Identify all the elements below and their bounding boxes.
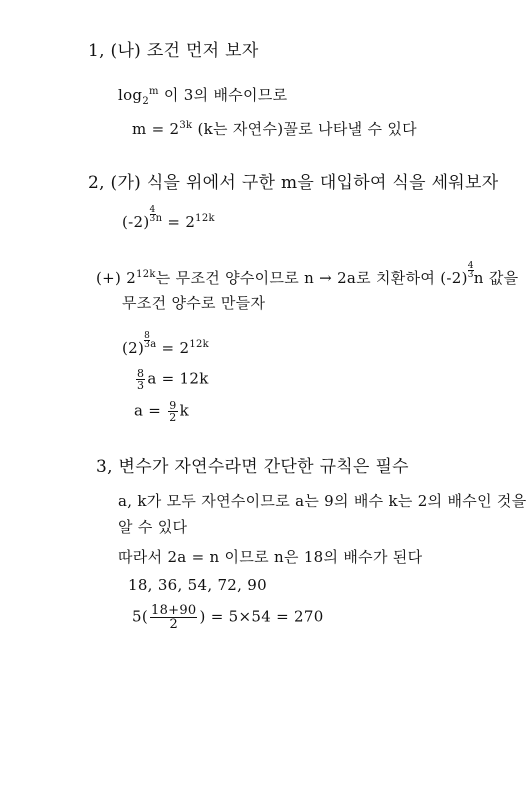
eq4-denominator: 2: [169, 411, 177, 424]
log-text: log: [118, 86, 143, 104]
section-1-m-expression: [132, 118, 417, 139]
eq4-variable: k: [179, 401, 189, 420]
section-2-equation-3: [134, 368, 209, 391]
eq2-base: (2): [122, 339, 145, 358]
eq1-rhs-exponent: 12k: [195, 213, 215, 225]
eq1-exp-denominator: 3: [149, 214, 156, 225]
section-2-heading: 2, (가) 식을 위에서 구한 m을 대입하여 식을 세워보자: [88, 173, 499, 193]
eq1-rhs: = 2: [167, 213, 196, 232]
eq4-fraction: [168, 400, 177, 423]
eq3-denominator: 3: [137, 379, 145, 392]
m-form-note: (k는 자연수)꼴로 나타낼 수 있다: [197, 120, 417, 138]
eq1-exp-numerator: 4: [149, 205, 156, 215]
section-1-heading: 1, (나) 조건 먼저 보자: [88, 41, 259, 61]
note-two: 2: [126, 269, 137, 288]
log-argument: m: [149, 86, 159, 97]
note-substitution-text: 는 무조건 양수이므로 n → 2a로 치환하여 (-2): [155, 269, 468, 288]
eq3-fraction: [136, 368, 145, 391]
eq4-lhs: a =: [134, 401, 162, 420]
section-3-heading: 3, 변수가 자연수라면 간단한 규칙은 필수: [96, 457, 409, 477]
m-equals-two: m = 2: [132, 120, 180, 138]
calc-prefix: 5(: [132, 607, 148, 626]
eq3-numerator: 8: [137, 367, 145, 380]
eq2-exp-denominator: 3: [144, 340, 151, 351]
note-two-exponent: 12k: [136, 269, 156, 281]
calc-result: ) = 5×54 = 270: [199, 607, 324, 626]
eq2-rhs-exponent: 12k: [189, 339, 209, 351]
eq2-exp-numerator: 8: [144, 331, 151, 341]
section-3-final-calculation: [132, 604, 324, 631]
eq2-exponent-variable: a: [150, 339, 157, 351]
eq3-rest: a = 12k: [147, 369, 209, 388]
m-exponent: 3k: [179, 120, 193, 131]
calc-denominator: 2: [169, 617, 179, 632]
note-exp-numerator: 4: [467, 261, 474, 271]
eq2-rhs: = 2: [161, 339, 190, 358]
eq4-numerator: 9: [169, 399, 177, 412]
note-marker: (+): [96, 269, 122, 288]
section-3-line-2: 알 수 있다: [118, 518, 188, 536]
section-2-equation-1: [122, 206, 215, 231]
eq1-exponent-variable: n: [155, 213, 163, 225]
section-2-note-line-1: [96, 262, 518, 288]
section-3-multiples-list: 18, 36, 54, 72, 90: [128, 576, 267, 594]
section-3-line-1: a, k가 모두 자연수이므로 a는 9의 배수 k는 2의 배수인 것을: [118, 492, 527, 510]
eq1-base: (-2): [122, 213, 150, 232]
section-3-line-3: 따라서 2a = n 이므로 n은 18의 배수가 된다: [118, 548, 423, 566]
note-value-text: n 값을: [473, 269, 519, 288]
section-2-equation-4: [134, 400, 189, 423]
section-2-note-line-2: 무조건 양수로 만들자: [122, 294, 266, 312]
calc-fraction: [150, 604, 197, 631]
note-exp-denominator: 3: [467, 270, 474, 281]
section-2-equation-2: [122, 332, 209, 357]
calc-numerator: 18+90: [151, 603, 197, 618]
section-1-log-statement: [118, 84, 287, 107]
log-base: 2: [142, 96, 150, 107]
log-condition-text: 이 3의 배수이므로: [163, 86, 288, 104]
